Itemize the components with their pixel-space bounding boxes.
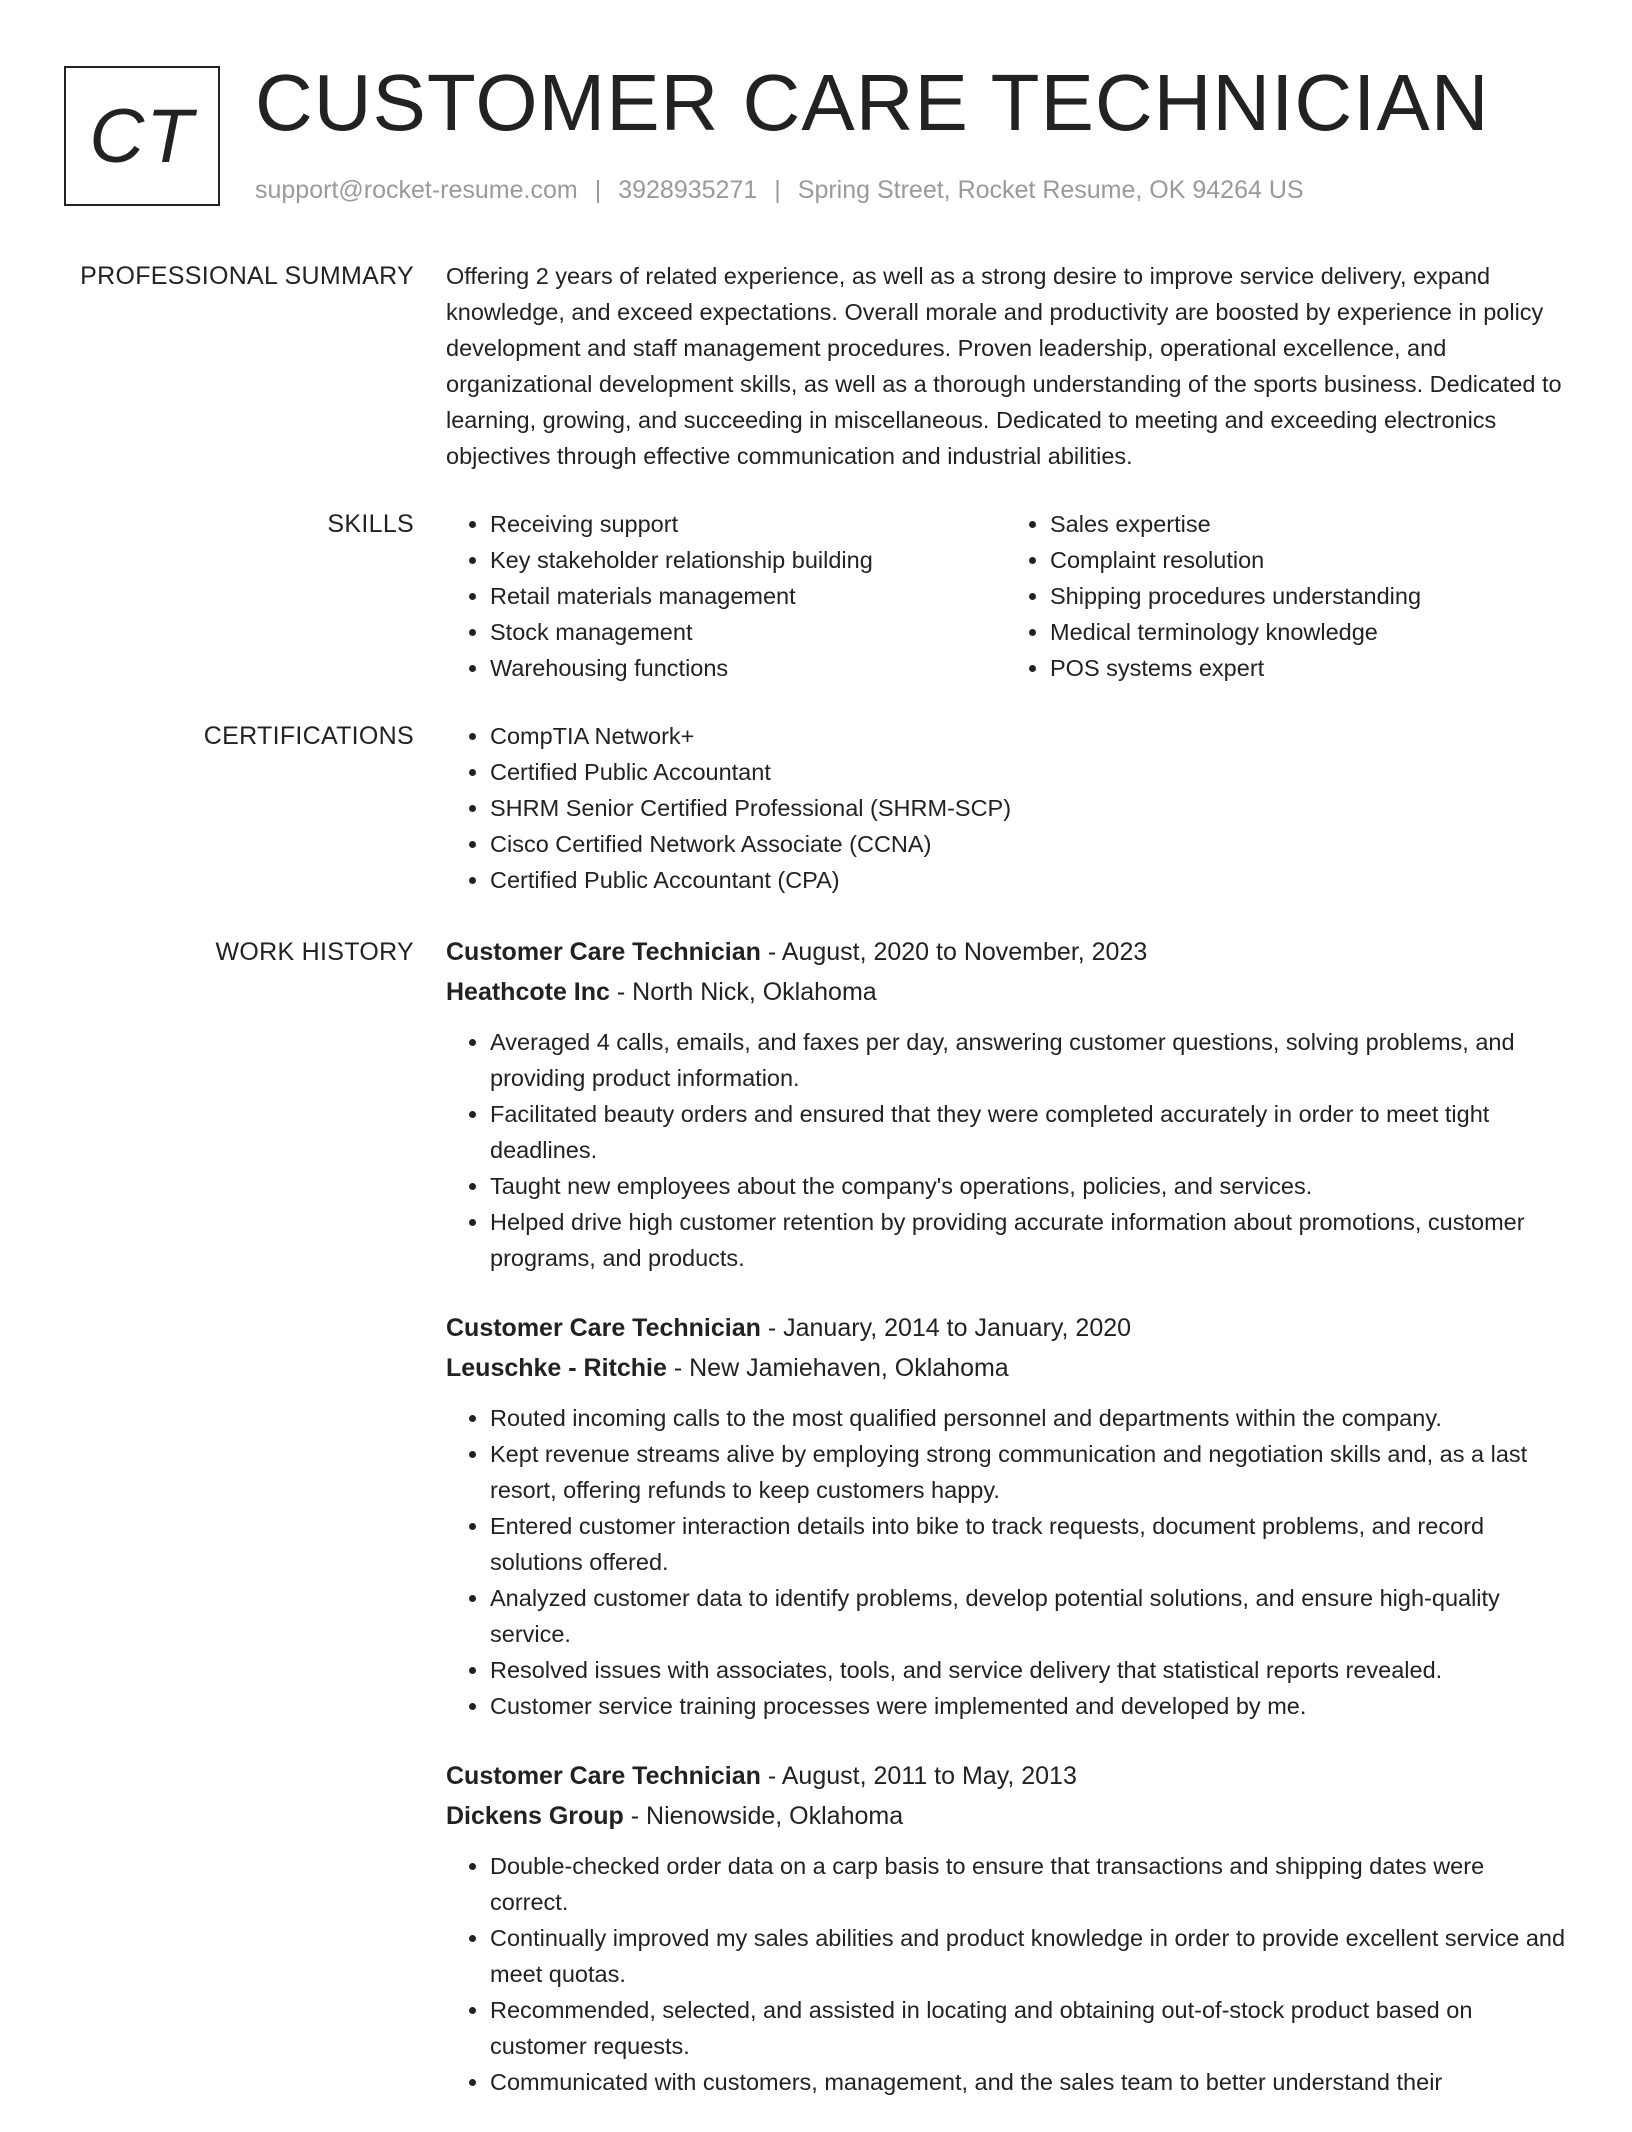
job-bullet: • Facilitated beauty orders and ensured that they were completed accurately in order to meet tight deadlines.: [490, 1096, 1566, 1168]
job-location: - Nienowside, Oklahoma: [623, 1802, 904, 1830]
job-dates: - August, 2020 to November, 2023: [760, 938, 1148, 966]
skills-heading: SKILLS: [327, 510, 414, 538]
job-bullet: • Averaged 4 calls, emails, and faxes per day, answering customer questions, solving problems, and providing product information.: [490, 1024, 1566, 1096]
job-entry: [446, 1308, 1566, 1724]
certifications-list: [446, 718, 1566, 898]
job-location: - North Nick, Oklahoma: [609, 978, 877, 1006]
skill-item: • Sales expertise: [1050, 506, 1566, 542]
job-title: Customer Care Technician: [446, 938, 761, 966]
job-employer-line: [446, 1796, 1566, 1836]
skill-item: • Stock management: [490, 614, 1006, 650]
skill-item: • Shipping procedures understanding: [1050, 578, 1566, 614]
skill-item: • Complaint resolution: [1050, 542, 1566, 578]
job-title-line: [446, 932, 1566, 972]
skills-list-left: [446, 506, 1006, 686]
job-location: - New Jamiehaven, Oklahoma: [666, 1354, 1009, 1382]
job-title: Customer Care Technician: [446, 1314, 761, 1342]
certification-item: • SHRM Senior Certified Professional (SHRM-SCP): [490, 790, 1566, 826]
job-title-line: [446, 1756, 1566, 1796]
job-bullet: • Kept revenue streams alive by employing strong communication and negotiation skills and, as a last resort, offering refunds to keep customers happy.: [490, 1436, 1566, 1508]
skills-columns: [446, 506, 1566, 686]
contact-phone[interactable]: 3928935271: [618, 176, 758, 204]
work-history-body: [446, 932, 1566, 2132]
job-bullet: • Double-checked order data on a carp basis to ensure that transactions and shipping dates were correct.: [490, 1848, 1566, 1920]
resume-title: CUSTOMER CARE TECHNICIAN: [255, 58, 1490, 147]
job-dates: - January, 2014 to January, 2020: [760, 1314, 1132, 1342]
job-bullets: [446, 1848, 1566, 2100]
certifications-body: [446, 718, 1566, 898]
certifications-heading: CERTIFICATIONS: [203, 722, 414, 750]
job-bullet: • Taught new employees about the company's operations, policies, and services.: [490, 1168, 1566, 1204]
contact-line: [255, 174, 1304, 206]
certification-item: • Cisco Certified Network Associate (CCNA): [490, 826, 1566, 862]
job-bullet: • Recommended, selected, and assisted in locating and obtaining out-of-stock product based on customer requests.: [490, 1992, 1566, 2064]
certification-item: • Certified Public Accountant (CPA): [490, 862, 1566, 898]
contact-address: Spring Street, Rocket Resume, OK 94264 US: [797, 176, 1304, 204]
skill-item: • Receiving support: [490, 506, 1006, 542]
summary-text: Offering 2 years of related experience, as well as a strong desire to improve service delivery, expand knowledge, and exceed expectations. Overall morale and productivity are boosted by experience in policy development and staff management procedures. Proven leadership, operational excellence, and organizational development skills, as well as a thorough understanding of the sports business. Dedicated to learning, growing, and succeeding in miscellaneous. Dedicated to meeting and exceeding electronics objectives through effective communication and industrial abilities.: [446, 263, 1562, 469]
monogram-text: CT: [89, 93, 195, 179]
job-bullets: [446, 1024, 1566, 1276]
job-employer: Leuschke - Ritchie: [446, 1354, 667, 1382]
contact-email[interactable]: support@rocket-resume.com: [255, 176, 578, 204]
certification-item: • CompTIA Network+: [490, 718, 1566, 754]
skill-item: • Key stakeholder relationship building: [490, 542, 1006, 578]
monogram-badge: [64, 66, 220, 206]
work-history-heading: WORK HISTORY: [215, 938, 414, 966]
job-bullet: • Routed incoming calls to the most qualified personnel and departments within the company.: [490, 1400, 1566, 1436]
job-bullet: • Customer service training processes were implemented and developed by me.: [490, 1688, 1566, 1724]
job-bullet: • Helped drive high customer retention by providing accurate information about promotions, customer programs, and products.: [490, 1204, 1566, 1276]
skill-item: • Medical terminology knowledge: [1050, 614, 1566, 650]
skill-item: • POS systems expert: [1050, 650, 1566, 686]
job-employer: Dickens Group: [446, 1802, 624, 1830]
job-title: Customer Care Technician: [446, 1762, 761, 1790]
summary-heading: PROFESSIONAL SUMMARY: [80, 262, 414, 290]
job-bullet: • Entered customer interaction details into bike to track requests, document problems, and record solutions offered.: [490, 1508, 1566, 1580]
job-entry: [446, 932, 1566, 1276]
skills-list-right: [1006, 506, 1566, 686]
skill-item: • Warehousing functions: [490, 650, 1006, 686]
job-employer-line: [446, 1348, 1566, 1388]
job-employer-line: [446, 972, 1566, 1012]
job-bullet: • Resolved issues with associates, tools, and service delivery that statistical reports revealed.: [490, 1652, 1566, 1688]
job-bullet: • Continually improved my sales abilities and product knowledge in order to provide excellent service and meet quotas.: [490, 1920, 1566, 1992]
job-title-line: [446, 1308, 1566, 1348]
job-entry: [446, 1756, 1566, 2100]
job-dates: - August, 2011 to May, 2013: [760, 1762, 1077, 1790]
contact-separator: |: [594, 176, 602, 204]
contact-separator: |: [774, 176, 781, 204]
job-employer: Heathcote Inc: [446, 978, 610, 1006]
job-bullet: • Communicated with customers, management, and the sales team to better understand their: [490, 2064, 1566, 2100]
job-bullet: • Analyzed customer data to identify problems, develop potential solutions, and ensure high-quality service.: [490, 1580, 1566, 1652]
certification-item: • Certified Public Accountant: [490, 754, 1566, 790]
job-bullets: [446, 1400, 1566, 1724]
skill-item: • Retail materials management: [490, 578, 1006, 614]
